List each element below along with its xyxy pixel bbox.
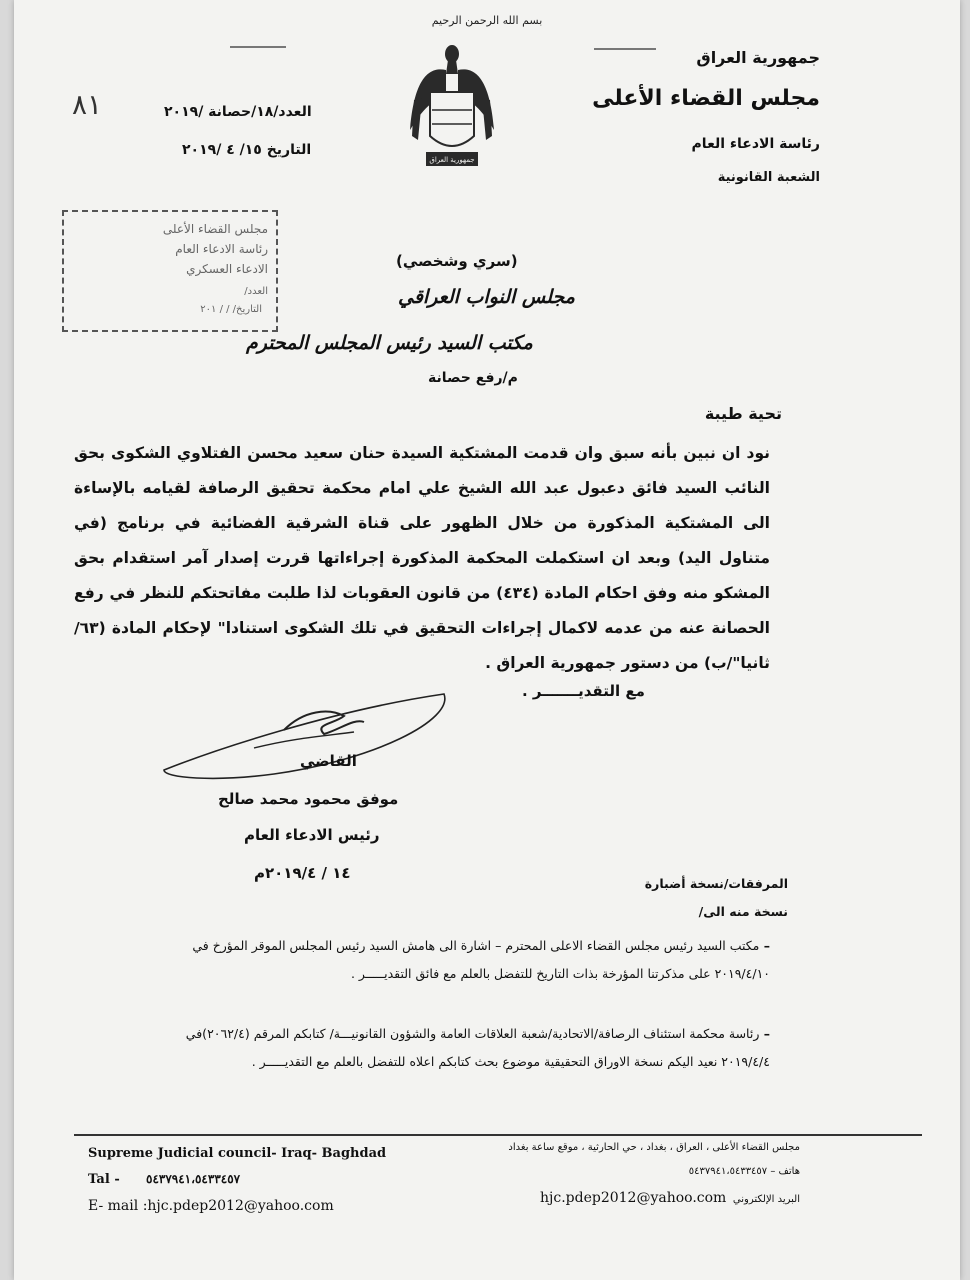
greeting: تحية طيبة [704,404,782,423]
parliament-title: مجلس النواب العراقي [398,286,575,308]
stamp-line: الادعاء العسكري [186,262,268,276]
stamp-line: العدد/ [244,286,268,297]
stamp-line: رئاسة الادعاء العام [175,242,268,256]
footer-tel-ar: هاتف – ٥٤٣٧٩٤١،٥٤٣٣٤٥٧ [688,1166,800,1177]
body-paragraph: نود ان نبين بأنه سبق وان قدمت المشتكية السيدة حنان سعيد محسن الفتلاوي الشكوى بحق النائب السيد فائق دعبول عبد الله الشيخ علي امام محكمة تحقيق الرصافة لقيامه بالإساءة الى المشتكية المذكورة من خلال الظهور على قناة الشرقية الفضائية في برنامج (في متناول اليد) وبعد ان استكملت المحكمة المذكورة إجراءاتها قررت إصدار آمر استقدام بحق المشكو منه وفق احكام المادة (٤٣٤) من قانون العقوبات لذا طلبت مفاتحتكم للنظر في رفع الحصانة عنه من عدمه لاكمال إجراءات التحقيق في تلك الشكوى استنادا" لإحكام المادة (٦٣/ثانيا"/ب) من دستور جمهورية العراق . [74,444,770,672]
page-number: ٨١ [72,88,103,121]
signatory-name: موفق محمود محمد صالح [218,790,399,808]
republic-label: جمهورية العراق [696,48,820,67]
secrecy-label: (سري وشخصي) [396,252,518,270]
stamp-line: مجلس القضاء الأعلى [162,222,268,236]
presidency-label: رئاسة الادعاء العام [691,136,820,152]
dash-mark [230,46,286,48]
attachments-label: المرفقات/نسخة أضبارة [644,876,788,891]
footer-tel-label: Tal - [88,1172,120,1187]
received-stamp [62,210,278,332]
footer-email-en: E- mail :hjc.pdep2012@yahoo.com [88,1198,334,1214]
reference-number: العدد/١٨/حصانة /٢٠١٩ [164,104,312,120]
copy-recipient-2: – رئاسة محكمة استئناف الرصافة/الاتحادية/شعبة العلاقات العامة والشؤون القانونيـــة/ كتابكم المرقم (٢٠٦٢/٤)في ٢٠١٩/٤/٤ نعيد اليكم نسخة الاوراق التحقيقية موضوع بحث كتابكم اعلاه للتفضل بالعلم مع التقديـــــر . [185,1026,770,1069]
division-label: الشعبة القانونية [717,170,820,185]
copy-recipient-text: رئاسة محكمة استئناف الرصافة/الاتحادية/شعبة العلاقات العامة والشؤون القانونيـــة/ كتابكم المرقم (٢٠٦٢/٤)في ٢٠١٩/٤/٤ نعيد اليكم نسخة الاوراق التحقيقية موضوع بحث كتابكم اعلاه للتفضل بالعلم مع التقديـــــر . [185,1026,770,1069]
letter-date: التاريخ ١٥/ ٤ /٢٠١٩ [182,142,312,158]
footer-tel-en: ٥٤٣٧٩٤١،٥٤٣٣٤٥٧ [146,1172,241,1186]
closing: مع التقديـــــــر . [522,682,645,700]
stamp-line: التاريخ/ / / ٢٠١ [200,304,262,315]
letter-body [74,436,770,681]
copy-recipient-text: مكتب السيد رئيس مجلس القضاء الاعلى المحترم – اشارة الى هامش السيد رئيس المجلس الموقر المؤرخ في ٢٠١٩/٤/١٠ على مذكرتنا المؤرخة بذات التاريخ للتفضل بالعلم مع فائق التقديـــــر . [192,938,770,981]
footer-address-ar: مجلس القضاء الأعلى ، العراق ، بغداد ، حي الحارثية ، موقع ساعة بغداد [508,1142,800,1153]
signatory-position: رئيس الادعاء العام [244,826,380,844]
subject-line: م/رفع حصانة [428,370,518,386]
signature-date: ١٤ / ٢٠١٩/٤م [254,864,351,882]
footer-email-ar: hjc.pdep2012@yahoo.com [540,1190,727,1206]
dash-mark [594,48,656,50]
council-title: مجلس القضاء الأعلى [592,86,820,111]
copy-to-label: نسخة منه الى/ [698,904,788,919]
basmala: بسم الله الرحمن الرحيم [431,14,543,27]
office-title: مكتب السيد رئيس المجلس المحترم [246,332,533,354]
document-page [14,0,960,1280]
signatory-title: القاضي [300,752,357,770]
footer-email-label-ar: البريد الإلكتروني [732,1194,800,1205]
copy-recipient-1: – مكتب السيد رئيس مجلس القضاء الاعلى المحترم – اشارة الى هامش السيد رئيس المجلس الموقر المؤرخ في ٢٠١٩/٤/١٠ على مذكرتنا المؤرخة بذات التاريخ للتفضل بالعلم مع فائق التقديـــــر . [192,938,770,981]
iraq-eagle-emblem [408,40,496,180]
crest-caption: جمهورية العراق [429,156,475,164]
footer-address-en: Supreme Judicial council- Iraq- Baghdad [88,1146,387,1161]
footer-divider [74,1134,922,1136]
